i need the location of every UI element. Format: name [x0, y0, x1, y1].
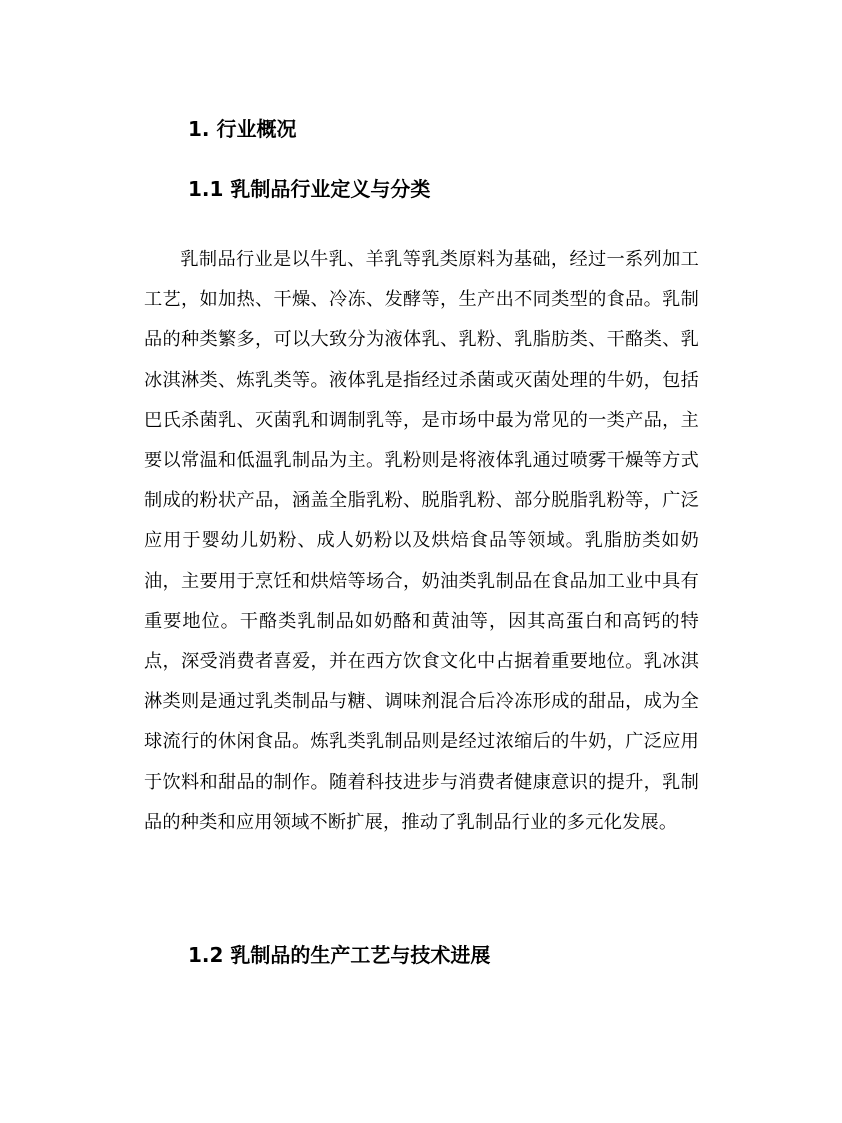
section-1-1-title: 1.1 乳制品行业定义与分类 — [188, 177, 431, 201]
section-1-2-title: 1.2 乳制品的生产工艺与技术进展 — [188, 943, 491, 967]
section-1-title: 1. 行业概况 — [188, 117, 297, 141]
section-1-1-paragraph: 乳制品行业是以牛乳、羊乳等乳类原料为基础，经过一系列加工工艺，如加热、干燥、冷冻、发酵等，生产出不同类型的食品。乳制品的种类繁多，可以大致分为液体乳、乳粉、乳脂肪类、干酪类、乳冰淇淋类、炼乳类等。液体乳是指经过杀菌或灭菌处理的牛奶，包括巴氏杀菌乳、灭菌乳和调制乳等，是市场中最为常见的一类产品，主要以常温和低温乳制品为主。乳粉则是将液体乳通过喷雾干燥等方式制成的粉状产品，涵盖全脂乳粉、脱脂乳粉、部分脱脂乳粉等，广泛应用于婴幼儿奶粉、成人奶粉以及烘焙食品等领域。乳脂肪类如奶油，主要用于烹饪和烘焙等场合，奶油类乳制品在食品加工业中具有重要地位。干酪类乳制品如奶酪和黄油等，因其高蛋白和高钙的特点，深受消费者喜爱，并在西方饮食文化中占据着重要地位。乳冰淇淋类则是通过乳类制品与糖、调味剂混合后冷冻形成的甜品，成为全球流行的休闲食品。炼乳类乳制品则是经过浓缩后的牛奶，广泛应用于饮料和甜品的制作。随着科技进步与消费者健康意识的提升，乳制品的种类和应用领域不断扩展，推动了乳制品行业的多元化发展。 — [144, 249, 699, 833]
